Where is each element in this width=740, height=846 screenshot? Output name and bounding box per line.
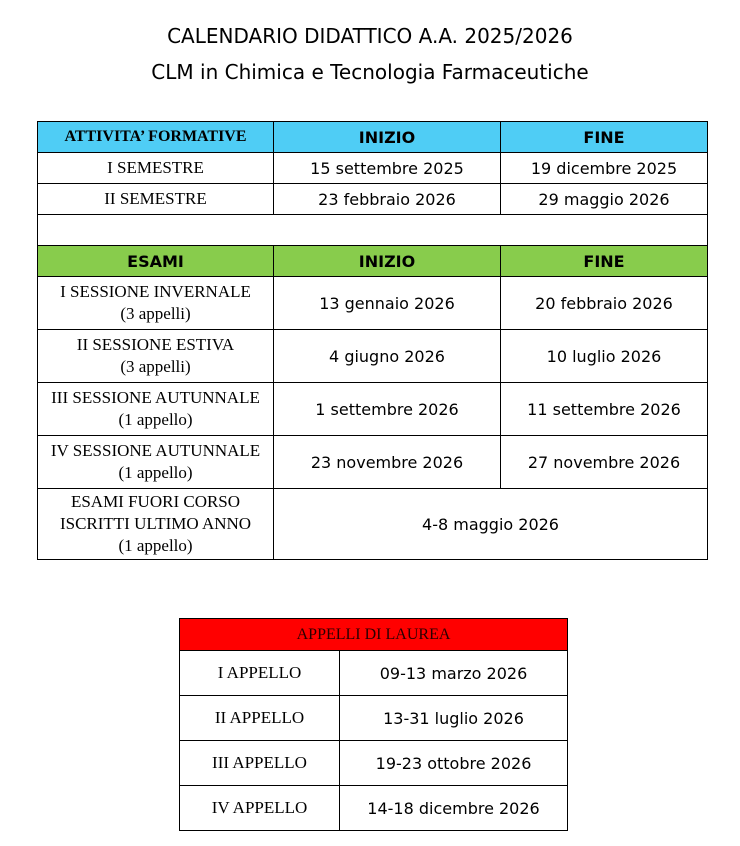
- attivita-inizio: 23 febbraio 2026: [274, 184, 501, 215]
- table-row: [38, 153, 708, 184]
- document-title: CALENDARIO DIDATTICO A.A. 2025/2026: [167, 24, 573, 48]
- laurea-appello-date: 13-31 luglio 2026: [340, 696, 568, 741]
- attivita-inizio: 15 settembre 2025: [274, 153, 501, 184]
- attivita-header-fine: FINE: [501, 122, 708, 153]
- laurea-header-row: [180, 619, 568, 651]
- laurea-appello-date: 19-23 ottobre 2026: [340, 741, 568, 786]
- attivita-fine: 19 dicembre 2025: [501, 153, 708, 184]
- attivita-fine: 29 maggio 2026: [501, 184, 708, 215]
- fuori-corso-line2: ISCRITTI ULTIMO ANNO: [59, 514, 252, 533]
- laurea-appello-date: 09-13 marzo 2026: [340, 651, 568, 696]
- fuori-corso-periodo: 4-8 maggio 2026: [274, 489, 708, 560]
- esami-session-appelli: (1 appello): [118, 410, 193, 429]
- table-row: [180, 786, 568, 831]
- fuori-corso-line3: (1 appello): [118, 536, 193, 555]
- esami-session-name: I SESSIONE INVERNALE: [60, 282, 251, 301]
- attivita-header-label: ATTIVITA’ FORMATIVE: [38, 122, 274, 153]
- table-row: [180, 741, 568, 786]
- esami-header-label: ESAMI: [38, 246, 274, 277]
- table-row: [38, 436, 708, 489]
- table-row: [38, 383, 708, 436]
- esami-fine: 20 febbraio 2026: [501, 277, 708, 330]
- fuori-corso-label: [38, 489, 274, 560]
- esami-fine: 11 settembre 2026: [501, 383, 708, 436]
- esami-session-name: III SESSIONE AUTUNNALE: [51, 388, 260, 407]
- separator-row: [38, 215, 708, 246]
- table-row: [180, 651, 568, 696]
- esami-header-row: [38, 246, 708, 277]
- separator-cell: [38, 215, 708, 246]
- esami-inizio: 4 giugno 2026: [274, 330, 501, 383]
- laurea-appello-label: II APPELLO: [180, 696, 340, 741]
- table-row: [180, 696, 568, 741]
- esami-fine: 10 luglio 2026: [501, 330, 708, 383]
- laurea-appello-label: III APPELLO: [180, 741, 340, 786]
- esami-session-appelli: (1 appello): [118, 463, 193, 482]
- attivita-label: II SEMESTRE: [38, 184, 274, 215]
- attivita-header-inizio: INIZIO: [274, 122, 501, 153]
- esami-label: [38, 330, 274, 383]
- esami-session-name: II SESSIONE ESTIVA: [76, 335, 235, 354]
- laurea-appello-date: 14-18 dicembre 2026: [340, 786, 568, 831]
- esami-session-appelli: (3 appelli): [120, 357, 191, 376]
- esami-session-name: IV SESSIONE AUTUNNALE: [50, 441, 261, 460]
- attivita-header-row: [38, 122, 708, 153]
- attivita-label: I SEMESTRE: [38, 153, 274, 184]
- fuori-corso-line1: ESAMI FUORI CORSO: [70, 492, 241, 511]
- esami-inizio: 13 gennaio 2026: [274, 277, 501, 330]
- table-row: [38, 330, 708, 383]
- esami-fine: 27 novembre 2026: [501, 436, 708, 489]
- esami-session-appelli: (3 appelli): [120, 304, 191, 323]
- esami-label: [38, 383, 274, 436]
- esami-header-fine: FINE: [501, 246, 708, 277]
- laurea-header: APPELLI DI LAUREA: [180, 619, 568, 651]
- esami-label: [38, 277, 274, 330]
- laurea-table: [179, 618, 568, 831]
- laurea-appello-label: IV APPELLO: [180, 786, 340, 831]
- calendar-table: [37, 121, 708, 560]
- esami-label: [38, 436, 274, 489]
- esami-header-inizio: INIZIO: [274, 246, 501, 277]
- esami-inizio: 23 novembre 2026: [274, 436, 501, 489]
- document-subtitle: CLM in Chimica e Tecnologia Farmaceutiche: [151, 60, 589, 84]
- laurea-appello-label: I APPELLO: [180, 651, 340, 696]
- table-row: [38, 277, 708, 330]
- table-row: [38, 489, 708, 560]
- esami-inizio: 1 settembre 2026: [274, 383, 501, 436]
- table-row: [38, 184, 708, 215]
